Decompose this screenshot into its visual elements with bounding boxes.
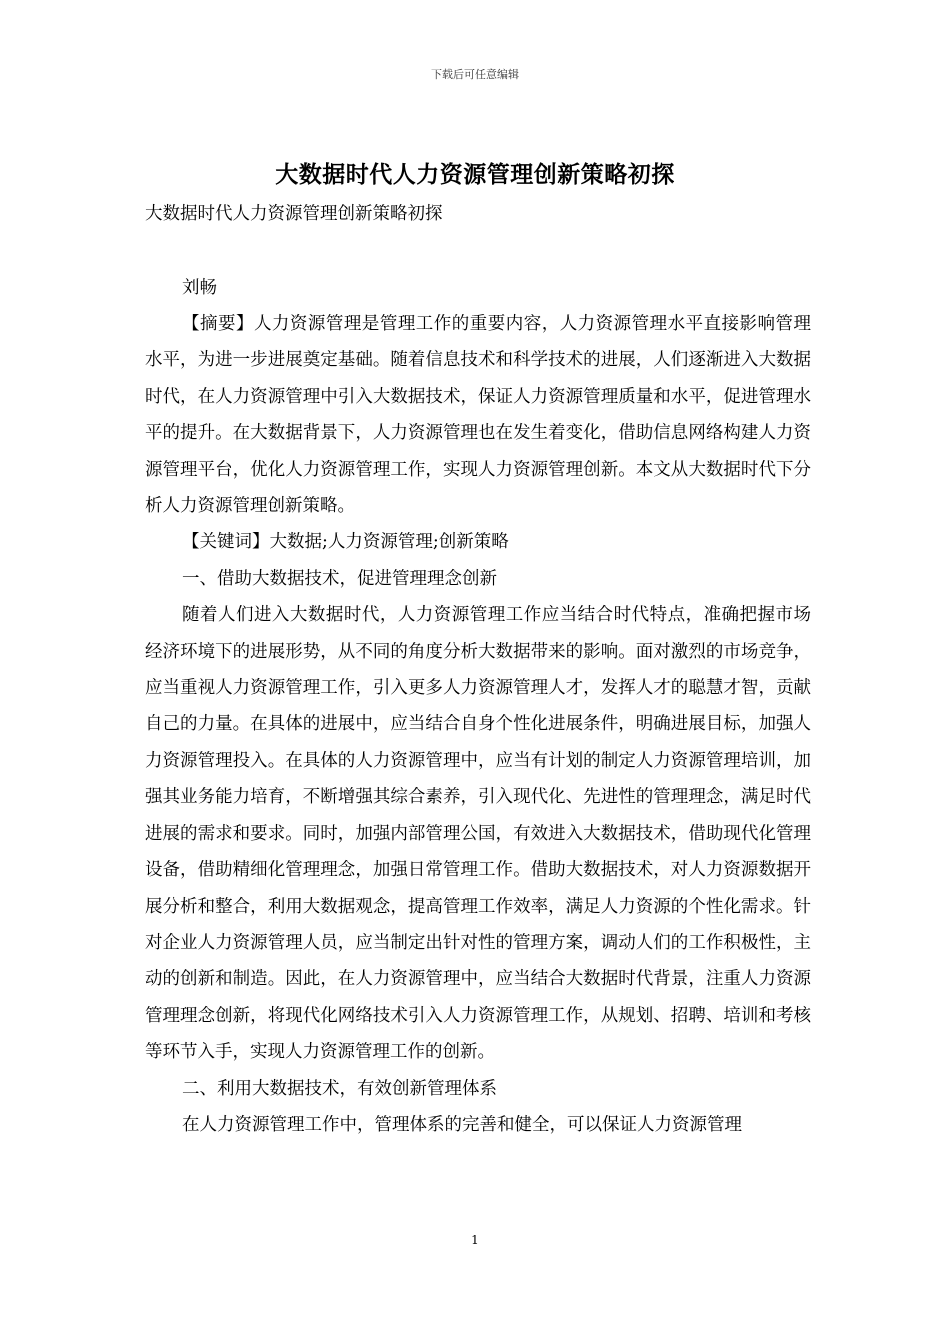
body-paragraph: 在人力资源管理工作中，管理体系的完善和健全，可以保证人力资源管理 [182,1114,742,1135]
page-header: 下载后可任意编辑 [431,68,519,81]
body-paragraph: 随着人们进入大数据时代，人力资源管理工作应当结合时代特点，准确把握市场经济环境下的进展形势，从不同的角度分析大数据带来的影响。面对激烈的市场竞争，应当重视人力资源管理工作，引入更多人力资源管理人才，发挥人才的聪慧才智，贡献自己的力量。在具体的进展中，应当结合自身个性化进展条件，明确进展目标，加强人力资源管理投入。在具体的人力资源管理中，应当有计划的制定人力资源管理培训，加强其业务能力培育，不断增强其综合素养，引入现代化、先进性的管理理念，满足时代进展的需求和要求。同时，加强内部管理公国，有效进入大数据技术，借助现代化管理设备，借助精细化管理理念，加强日常管理工作。借助大数据技术，对人力资源数据开展分析和整合，利用大数据观念，提高管理工作效率，满足人力资源的个性化需求。针对企业人力资源管理人员，应当制定出针对性的管理方案，调动人们的工作积极性，主动的创新和制造。因此，在人力资源管理中，应当结合大数据时代背景，注重人力资源管理理念创新，将现代化网络技术引入人力资源管理工作，从规划、招聘、培训和考核等环节入手，实现人力资源管理工作的创新。 [145,605,811,1063]
document-body [145,306,811,1143]
section-heading-2: 二、利用大数据技术，有效创新管理体系 [182,1078,497,1099]
section-heading-1: 一、借助大数据技术，促进管理理念创新 [182,568,497,589]
page-number: 1 [471,1233,479,1247]
keywords-paragraph: 【关键词】大数据;人力资源管理;创新策略 [182,532,509,553]
author-name: 刘畅 [182,278,217,298]
document-title: 大数据时代人力资源管理创新策略初探 [275,161,675,188]
abstract-paragraph: 【摘要】人力资源管理是管理工作的重要内容，人力资源管理水平直接影响管理水平，为进一步进展奠定基础。随着信息技术和科学技术的进展，人们逐渐进入大数据时代，在人力资源管理中引入大数据技术，保证人力资源管理质量和水平，促进管理水平的提升。在大数据背景下，人力资源管理也在发生着变化，借助信息网络构建人力资源管理平台，优化人力资源管理工作，实现人力资源管理创新。本文从大数据时代下分析人力资源管理创新策略。 [145,314,811,517]
document-subtitle: 大数据时代人力资源管理创新策略初探 [145,204,443,224]
